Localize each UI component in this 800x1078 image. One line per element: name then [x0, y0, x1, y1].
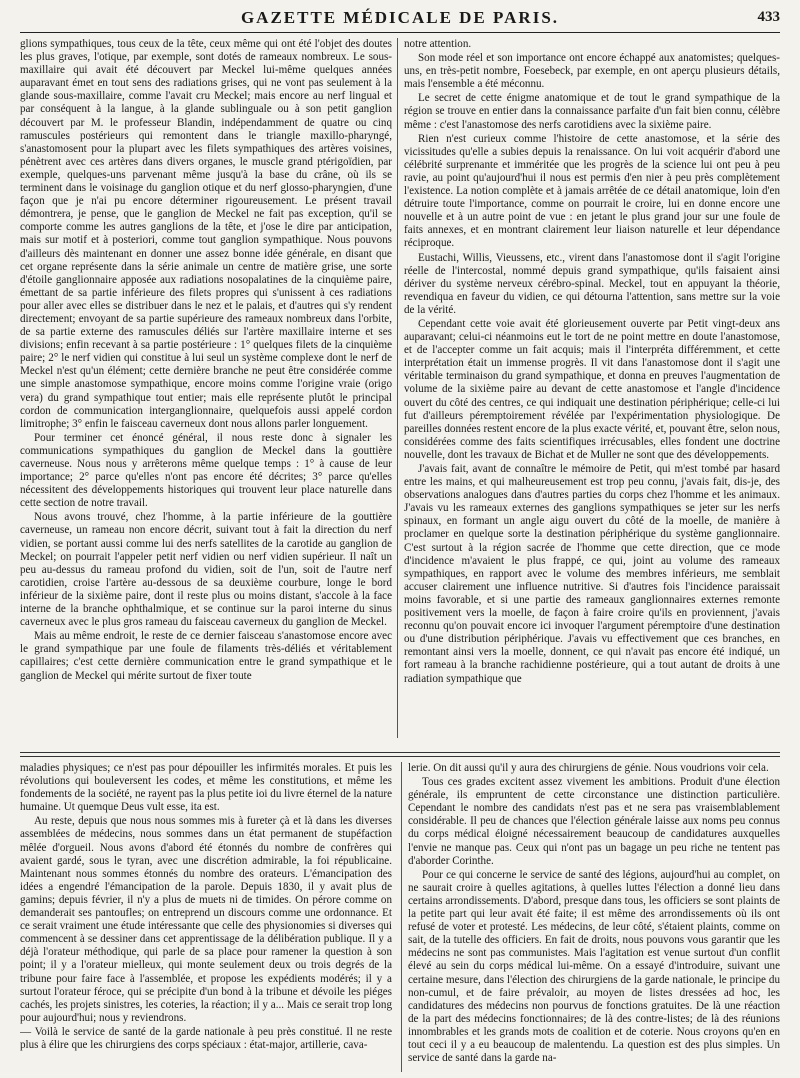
- paragraph: Le secret de cette énigme anatomique et de tout le grand sympathique de la région se trouve en entier dans la connaissance parfaite d'un fait bien connu, célèbre même : c'est l'anastomose des nerfs carotidiens avec la sixième paire.: [404, 92, 780, 131]
- paragraph: Au reste, depuis que nous nous sommes mis à fureter çà et là dans les diverses assemblées de médecins, nous sommes dans un état permanent de stupéfaction mêlée d'orgueil. Nous avons d'abord été étonnés du nombre de confrères qui avaient gardé, sous le tyran, avec une discrétion admirable, la foi républicaine. Maintenant nous sommes étonnés du nombre des orateurs. L'émancipation des idées a engendré l'émancipation de la parole. Depuis 1830, il y avait plus de gamins; depuis février, il n'y a plus de muets ni de timides. On pérore comme on demanderait ses pantoufles; on entreprend un discours comme une ordonnance. Et ce serait vraiment une étude intéressante que celle des physionomies si diverses qui commencent à se dessiner dans cet apprentissage de la délibération publique. Il y a déjà l'orateur méthodique, qui parle de sa place pour ramener la question à son point; il y a l'orateur mielleux, qui monte seulement deux ou trois degrés de la tribune pour faire face à l'assemblée, et propose les expédients modérés; il y a surtout l'orateur féroce, qui se précipite d'un bond à la tribune et dévoile les piéges cachés, les projets sinistres, les coteries, la réaction; il y a... Mais ce serait trop long pour aujourd'hui; nous y reviendrons.: [20, 815, 392, 1024]
- paragraph: Son mode réel et son importance ont encore échappé aux anatomistes; quelques-uns, en très-petit nombre, Foesebeck, par exemple, en ont aperçu plusieurs détails, mais l'ensemble a été méconnu.: [404, 52, 780, 91]
- paragraph: Tous ces grades excitent assez vivement les ambitions. Produit d'une élection générale, ils empruntent de cette circonstance une distinction particulière. Cependant le nombre des candidats n'est pas et ne sera pas vraisemblablement considérable. Il peu de chances que l'élection générale laisse aux noms peu connus du corps médical éloigné nécessairement beaucoup de candidatures auxquelles l'envie ne manque pas. Ceux qui n'ont pas un bagage un peu riche ne tentent pas d'aborder Corinthe.: [408, 776, 780, 867]
- paragraph: maladies physiques; ce n'est pas pour dépouiller les infirmités morales. Et puis les révolutions qui bouleversent les codes, et même les constitutions, et même les fondements de la société, ne rayent pas la plus petite ioi du livre éternel de la nature humaine. Ut quemque Deus vult esse, ita est.: [20, 762, 392, 814]
- bottom-left-column: [20, 762, 392, 1074]
- paragraph: Mais au même endroit, le reste de ce dernier faisceau s'anastomose encore avec le grand sympathique par une foule de filaments très-déliés et véritablement capillaires; c'est cette dernière communication entre le grand sympathique et le ganglion de Meckel qui mérite surtout de fixer toute: [20, 630, 392, 682]
- bottom-right-column: [408, 762, 780, 1074]
- page-header: [20, 6, 780, 33]
- paragraph: Nous avons trouvé, chez l'homme, à la partie inférieure de la gouttière caverneuse, un rameau non encore décrit, suivant tout à fait la direction du nerf vidien, se portant aussi comme lui des nerfs satellites de la carotide au ganglion de Meckel; on pourrait l'appeler petit nerf vidien ou nerf vidien supérieur. Il naît un peu au-dessus du rameau profond du vidien, soit de l'un, soit de l'autre nerf carotidien, croise l'artère au-dessous de sa deuxième courbure, longe le bord inférieur de la sixième paire, dont il reste plus ou moins distant, s'accole à la face interne de la branche ophthalmique, et se continue sur la paroi interne du sinus caverneux avec le plus gros rameau du faisceau caverneux du ganglion de Meckel.: [20, 511, 392, 629]
- top-right-column: [404, 38, 780, 746]
- journal-title: GAZETTE MÉDICALE DE PARIS.: [240, 8, 560, 27]
- paragraph: Pour terminer cet énoncé général, il nous reste donc à signaler les communications sympathiques du ganglion de Meckel dans la gouttière caverneuse. Nous nous y arrêterons même quelque temps : 1° à cause de leur importance; 2° parce qu'elles n'ont pas encore été décrites; 3° parce qu'elles nécessitent des développements historiques qui trouvent leur place naturelle dans cette section de notre travail.: [20, 431, 392, 510]
- paragraph: — Voilà le service de santé de la garde nationale à peu près constitué. Il ne reste plus à élire que les chirurgiens des corps spéciaux : état-major, artillerie, cava-: [20, 1025, 392, 1051]
- paragraph: Rien n'est curieux comme l'histoire de cette anastomose, et la série des vicissitudes qu'elle a subies depuis la renaissance. On lui voit acquérir d'abord une célébrité surprenante et imméritée que les progrès de la science lui ont peu à peu ravie, au point qu'aujourd'hui il nous est permis d'en nier à peu près complètement l'existence. La notion complète et à jamais arrêtée de ce détail anatomique, loin d'en détruire toute l'importance, comme on pourrait le croire, lui en donne encore une nouvelle et à un autre point de vue : en jetant le plus grand jour sur une foule de faits annexes, et en montrant clairement leur liaison naturelle et leur dépendance réciproque.: [404, 132, 780, 250]
- paragraph: Pour ce qui concerne le service de santé des légions, aujourd'hui au complet, on ne saurait croire à quelles agitations, à quelles luttes l'élection a donné lieu dans certains arrondissements. D'abord, presque dans tous, les officiers se sont plaints de la petite part qui leur avait été faite; il est même des arrondissements où ils ont refusé de voter et protesté. Les médecins, de leur côté, s'étaient plaints, comme on sait, de la tutelle des officiers. En fait de droits, nous pouvons vous garantir que les médecins ne sont pas communistes. Mais l'agitation est venue surtout d'un conflit élevé au sein du corps médical lui-même. On a essayé d'introduire, suivant une certaine mesure, dans l'élection des chirurgiens de la garde nationale, le principe du non-cumul, et de faire prévaloir, au moyen de listes dressées ad hoc, les candidatures des médecins non pourvus de fonctions gratuites. De là une réaction de la part des médecins fonctionnaires; de là des contre-listes; de là des réunions innombrables et les grands mots de coalition et de coterie. Nous croyons qu'en en tout ceci il y a eu beaucoup de malentendu. La question est des plus simples. Un service de santé dans la garde na-: [408, 868, 780, 1065]
- paragraph: Eustachi, Willis, Vieussens, etc., virent dans l'anastomose dont il s'agit l'origine réelle de l'intercostal, nommé depuis grand sympathique, qu'ils faisaient ainsi dériver du système nerveux cérébro-spinal. Meckel, tout en appuyant la théorie, revendiqua en faveur du vidien, ce qui détourna l'attention, sans mettre sur la voie de la vérité.: [404, 251, 780, 316]
- paragraph: notre attention.: [404, 38, 472, 50]
- paragraph: glions sympathiques, tous ceux de la tête, ceux même qui ont été l'objet des doutes les plus graves, l'otique, par exemple, sont dotés de rameaux nombreux. Le sous-maxillaire qui avait été découvert par Meckel lui-même quelques années auparavant émet en tout sens des radiations grises, qui ne vont pas seulement à la glande sous-maxillaire, comme l'avait cru Meckel; mais encore au nerf lingual et par conséquent à la langue, à la glande sublinguale ou à son petit ganglion découvert par M. le professeur Blandin, indépendamment de quatre ou cinq ramuscules postérieurs qui remontent dans le triangle maxillo-pharyngé, s'anastomosent pour la plupart avec les filets sympathiques des artères voisines, pénètrent avec ces artères dans divers organes, le muscle grand ptérigoïdien, par exemple, quelques-uns parvenant même jusqu'à la base du crâne, où ils se terminent dans le voisinage du ganglion otique et du nerf glosso-pharyngien, d'une façon que je n'ai pu encore déterminer rigoureusement. Le présent travail démontrera, je pense, que le ganglion de Meckel ne fait pas exception, qu'il se comporte comme les autres ganglions de la tête, et j'ose le dire par anticipation, mais sur motif et à posteriori, comme tout ganglion sympathique. Nous pouvons d'ailleurs dès maintenant en donner une assez bonne idée générale, en disant que cet organe représente dans la série animale un centre de matière grise, une sorte d'étoile ganglionnaire apposée aux radiations nosopalatines de la cinquième paire, émettant de sa partie inférieure des filets propres qui s'unissent à ces radiations pour aller avec elles se distribuer dans le nez et le palais, et d'autres qui s'y rendent directement; envoyant de sa partie supérieure des rameaux nombreux dans l'orbite, de sa partie externe des ramuscules déliés sur l'artère maxillaire interne et ses divisions; enfin recevant à sa partie postérieure : 1° quelques filets de la cinquième paire; 2° le nerf vidien qui constitue à lui seul un système complexe dont le nerf de Meckel n'est qu'un élément; cette dernière branche ne peut être considérée comme une simple anastomose sympathique, encore moins comme l'origine vraie (origo vera) du grand sympathique tout entier; mais elle représente plutôt le principal cordon de communication interganglionnaire, quelquefois aussi appelé cordon limitrophe; 3° enfin le faisceau caverneux dont nous allons parler longuement.: [20, 38, 392, 430]
- paragraph: J'avais fait, avant de connaître le mémoire de Petit, qui m'est tombé par hasard entre les mains, et qui malheureusement est trop peu connu, j'avais fait, dis-je, des observations analogues dans d'autres parties du corps chez l'homme et les animaux. J'avais vu les rameaux externes des ganglions sympathiques se jeter sur les nerfs spinaux, en formant un angle aigu ouvert du côté de la moelle, de manière à proclamer en quelque sorte la destination périphérique du système ganglionnaire. C'est surtout à la région sacrée de l'homme que cette direction, que ce mode d'incidence m'avaient le plus frappé, ce qui, joint au volume des rameaux sympathiques, en rapport avec le volume des membres inférieurs, me semblait accuser clairement une influence nutritive. Si d'autres fois l'incidence paraissait moins favorable, et si une partie des rameaux ganglionnaires externes remonte positivement vers la moelle, de façon à faire croire qu'ils en proviennent, j'avais reconnu qu'on pouvait encore ici invoquer l'argument péremptoire d'une destination ou d'une distribution périphérique. J'avais vu effectivement que ces branches, en remontant ainsi vers la moelle, donnent, ce qui n'avait pas encore été indiqué, un fort rameau à la branche rachidienne postérieure, qui a tout autant de droits à une radiation sympathique que: [404, 463, 780, 685]
- paragraph: Cependant cette voie avait été glorieusement ouverte par Petit vingt-deux ans auparavant; celui-ci néanmoins eut le tort de ne point mettre en doute l'anastomose, et de l'accepter comme un fait acquis; mais il l'interpréta différemment, et cette interprétation était un immense progrès. Il vit dans l'anastomose dont il s'agit une véritable terminaison du grand sympathique, et donna en preuves l'augmentation de volume de la sixième paire au devant de cette anastomose et l'angle d'incidence ouvert du côté des centres, ce qui indiquait une destination périphérique; celle-ci lui fut d'ailleurs péremptoirement révélée par l'expérimentation physiologique. De pareilles données restent encore de la plus exacte vérité, et, pouvant être, selon nous, considérées comme des faits scientifiques irrécusables, elles fondent une doctrine nouvelle, dont les travaux de Bichat et de Muller ne sont que des développements.: [404, 317, 780, 461]
- column-divider: [397, 38, 398, 738]
- column-divider: [401, 762, 402, 1072]
- section-divider: [20, 752, 780, 757]
- page-number: 433: [757, 9, 780, 25]
- paragraph: lerie. On dit aussi qu'il y aura des chirurgiens de génie. Nous voudrions voir cela.: [408, 762, 769, 774]
- top-left-column: [20, 38, 392, 746]
